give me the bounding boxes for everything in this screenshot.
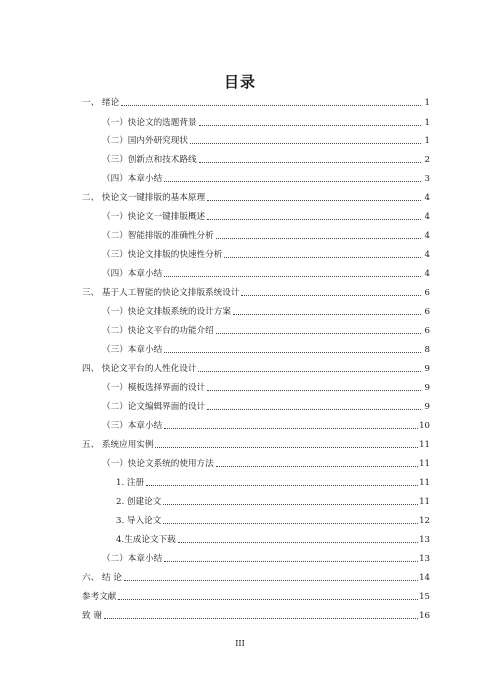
toc-entry-page-number: 2 <box>424 155 430 165</box>
toc-entry[interactable] <box>70 549 430 565</box>
toc-entry-page-number: 12 <box>419 516 430 526</box>
toc-entry[interactable] <box>70 321 430 337</box>
dot-leader <box>163 503 418 505</box>
toc-entry[interactable] <box>70 454 430 470</box>
dot-leader <box>207 408 421 410</box>
toc-entry[interactable] <box>70 378 430 394</box>
toc-entry-page-number: 6 <box>424 288 430 298</box>
toc-entry-label: 4.生成论文下载 <box>116 535 176 545</box>
toc-entry[interactable] <box>70 150 430 166</box>
toc-entry-page-number: 11 <box>419 440 430 450</box>
dot-leader <box>190 142 421 144</box>
dot-leader <box>155 446 418 448</box>
dot-leader <box>216 332 421 334</box>
toc-entry-label: （一）快论文系统的使用方法 <box>102 459 214 469</box>
toc-entry-page-number: 3 <box>424 174 430 184</box>
toc-entry-page-number: 14 <box>419 573 430 583</box>
toc-entry-label: 参考文献 <box>82 592 117 602</box>
dot-leader <box>233 313 421 315</box>
dot-leader <box>241 294 421 296</box>
toc-entry-label: （三）本章小结 <box>102 345 163 355</box>
dot-leader <box>121 104 421 106</box>
toc-entry-label: （一）快论文的选题背景 <box>102 118 197 128</box>
toc-entry[interactable] <box>70 93 430 109</box>
dot-leader <box>207 389 421 391</box>
dot-leader <box>199 161 421 163</box>
toc-entry-page-number: 13 <box>419 554 430 564</box>
toc-entry-page-number: 1 <box>424 118 430 128</box>
toc-entry-label: （一）快论文一键排版概述 <box>102 212 206 222</box>
toc-entry-label: （一）快论文排版系统的设计方案 <box>102 307 231 317</box>
dot-leader <box>198 370 421 372</box>
dot-leader <box>124 579 418 581</box>
toc-entry-page-number: 4 <box>424 212 430 222</box>
toc-entry[interactable] <box>70 264 430 280</box>
toc-entry-page-number: 16 <box>419 611 430 621</box>
dot-leader <box>164 427 418 429</box>
toc-entry[interactable] <box>70 283 430 299</box>
toc-entry[interactable] <box>70 226 430 242</box>
toc-entry[interactable] <box>70 530 430 546</box>
toc-entry-label: （三）创新点和技术路线 <box>102 155 197 165</box>
dot-leader <box>164 275 421 277</box>
toc-entry-label: 1. 注册 <box>116 478 145 488</box>
toc-entry-page-number: 9 <box>424 402 430 412</box>
dot-leader <box>207 199 421 201</box>
toc-entry[interactable] <box>70 302 430 318</box>
toc-entry[interactable] <box>70 397 430 413</box>
dot-leader <box>178 541 418 543</box>
toc-entry-label: 3. 导入论文 <box>116 516 162 526</box>
toc-entry-page-number: 8 <box>424 345 430 355</box>
toc-entry-page-number: 11 <box>419 478 430 488</box>
dot-leader <box>207 218 421 220</box>
toc-entry-label: （一）模板选择界面的设计 <box>102 383 206 393</box>
toc-entry[interactable] <box>70 492 430 508</box>
toc-entry-page-number: 9 <box>424 383 430 393</box>
toc-title: 目录 <box>223 73 256 91</box>
toc-entry[interactable] <box>70 359 430 375</box>
toc-entry-page-number: 1 <box>424 136 430 146</box>
toc-entry-label: （二）论文编辑界面的设计 <box>102 402 206 412</box>
toc-entry-label: 二、 快论文一键排版的基本原理 <box>82 193 206 203</box>
toc-entry-page-number: 11 <box>419 459 430 469</box>
toc-entry-label: （二）快论文平台的功能介绍 <box>102 326 214 336</box>
toc-entry[interactable] <box>70 207 430 223</box>
toc-entry-label: 三、 基于人工智能的快论文排版系统设计 <box>82 288 240 298</box>
toc-entry-label: 六、 结 论 <box>82 573 122 583</box>
toc-entry-page-number: 4 <box>424 231 430 241</box>
toc-entry-label: （二）国内外研究现状 <box>102 136 188 146</box>
toc-entry[interactable] <box>70 245 430 261</box>
toc-entry-label: （二）本章小结 <box>102 554 163 564</box>
toc-entry-label: （三）本章小结 <box>102 421 163 431</box>
toc-entry-page-number: 4 <box>424 250 430 260</box>
toc-entry-label: 四、 快论文平台的人性化设计 <box>82 364 197 374</box>
toc-entry-label: 一、 绪论 <box>82 98 120 108</box>
toc-entry-label: （三）快论文排版的快速性分析 <box>102 250 223 260</box>
toc-entry[interactable] <box>70 568 430 584</box>
toc-entry-label: 五、 系统应用实例 <box>82 440 154 450</box>
toc-entry[interactable] <box>70 188 430 204</box>
page-number: III <box>235 639 245 648</box>
dot-leader <box>164 560 418 562</box>
toc-entry[interactable] <box>70 606 430 622</box>
dot-leader <box>199 124 421 126</box>
toc-entry[interactable] <box>70 169 430 185</box>
toc-entry-label: （四）本章小结 <box>102 174 163 184</box>
toc-entry[interactable] <box>70 131 430 147</box>
toc-entry[interactable] <box>70 340 430 356</box>
toc-entry-label: 致 谢 <box>82 611 102 621</box>
dot-leader <box>118 598 418 600</box>
dot-leader <box>146 484 418 486</box>
dot-leader <box>164 180 421 182</box>
toc-entry[interactable] <box>70 511 430 527</box>
toc-entry-label: （四）本章小结 <box>102 269 163 279</box>
toc-entry[interactable] <box>70 435 430 451</box>
toc-entry-page-number: 15 <box>419 592 430 602</box>
toc-entry-page-number: 4 <box>424 193 430 203</box>
dot-leader <box>163 522 418 524</box>
toc-entry-label: 2. 创建论文 <box>116 497 162 507</box>
dot-leader <box>224 256 421 258</box>
toc-entry-page-number: 6 <box>424 307 430 317</box>
toc-entry-page-number: 10 <box>419 421 430 431</box>
toc-entry-page-number: 6 <box>424 326 430 336</box>
dot-leader <box>164 351 421 353</box>
toc-entry[interactable] <box>70 587 430 603</box>
dot-leader <box>104 617 418 619</box>
toc-entry-label: （二）智能排版的准确性分析 <box>102 231 214 241</box>
toc-entry[interactable] <box>70 473 430 489</box>
toc-entry-page-number: 1 <box>424 98 430 108</box>
toc-entry[interactable] <box>70 113 430 129</box>
toc-entry-page-number: 9 <box>424 364 430 374</box>
dot-leader <box>216 465 418 467</box>
toc-entry-page-number: 13 <box>419 535 430 545</box>
dot-leader <box>216 237 421 239</box>
toc-entry-page-number: 4 <box>424 269 430 279</box>
toc-entry[interactable] <box>70 416 430 432</box>
toc-entry-page-number: 11 <box>419 497 430 507</box>
